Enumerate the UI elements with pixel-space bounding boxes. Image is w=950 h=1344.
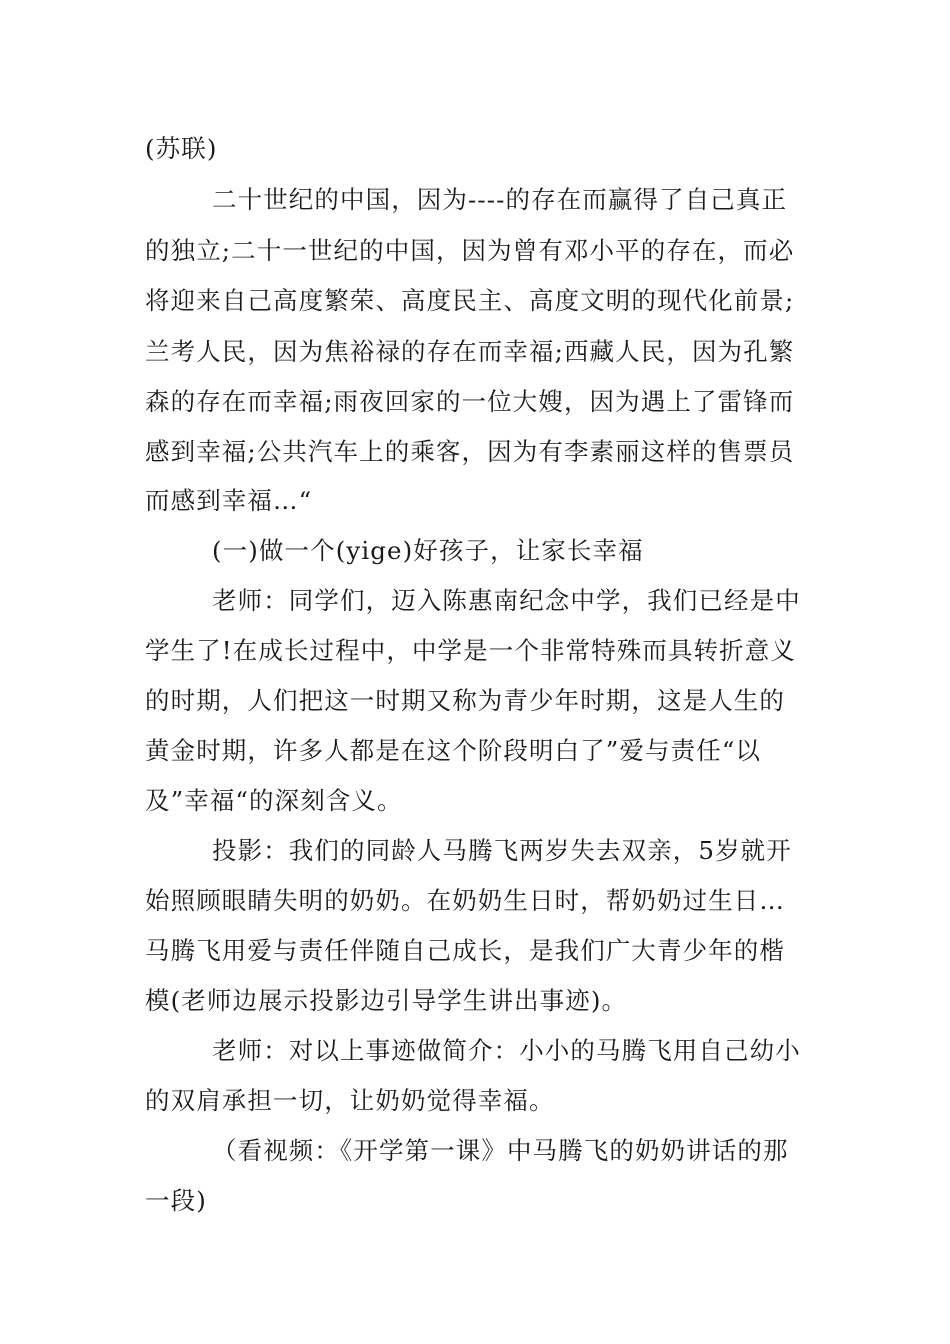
text-line: 而感到幸福…“ <box>145 486 313 515</box>
text-line: 将迎来自己高度繁荣、高度民主、高度文明的现代化前景; <box>145 286 795 315</box>
text-line: 马腾飞用爱与责任伴随自己成长，是我们广大青少年的楷 <box>145 936 785 965</box>
paragraph-first-line: 二十世纪的中国，因为----的存在而赢得了自己真正 <box>212 185 788 214</box>
text-line: 及”幸福“的深刻含义。 <box>145 786 403 815</box>
text-line: 黄金时期，许多人都是在这个阶段明白了”爱与责任“以 <box>145 736 762 765</box>
section-heading: (一)做一个(yige)好孩子，让家长幸福 <box>212 536 644 565</box>
paragraph-first-line: 老师：对以上事迹做简介：小小的马腾飞用自己幼小 <box>212 1036 801 1065</box>
text-line: 森的存在而幸福;雨夜回家的一位大嫂，因为遇上了雷锋而 <box>145 387 795 416</box>
text-line: 学生了!在成长过程中，中学是一个非常特殊而具转折意义 <box>145 636 796 665</box>
text-line: 兰考人民，因为焦裕禄的存在而幸福;西藏人民，因为孔繁 <box>145 337 795 366</box>
text-line: 一段) <box>145 1186 207 1215</box>
text-line: 始照顾眼睛失明的奶奶。在奶奶生日时，帮奶奶过生日… <box>145 886 785 915</box>
text-line: 模(老师边展示投影边引导学生讲出事迹)。 <box>145 986 628 1015</box>
paragraph-first-line: 投影：我们的同龄人马腾飞两岁失去双亲，5岁就开 <box>212 836 792 865</box>
text-line: 的双肩承担一切，让奶奶觉得幸福。 <box>145 1086 555 1115</box>
text-line: (苏联) <box>145 134 218 163</box>
paragraph-first-line: 老师：同学们，迈入陈惠南纪念中学，我们已经是中 <box>212 586 801 615</box>
text-line: 的时期，人们把这一时期又称为青少年时期，这是人生的 <box>145 686 785 715</box>
text-line: 感到幸福;公共汽车上的乘客，因为有李素丽这样的售票员 <box>145 437 795 466</box>
paragraph-first-line: （看视频：《开学第一课》中马腾飞的奶奶讲话的那 <box>212 1136 789 1165</box>
text-line: 的独立;二十一世纪的中国，因为曾有邓小平的存在，而必 <box>145 236 795 265</box>
